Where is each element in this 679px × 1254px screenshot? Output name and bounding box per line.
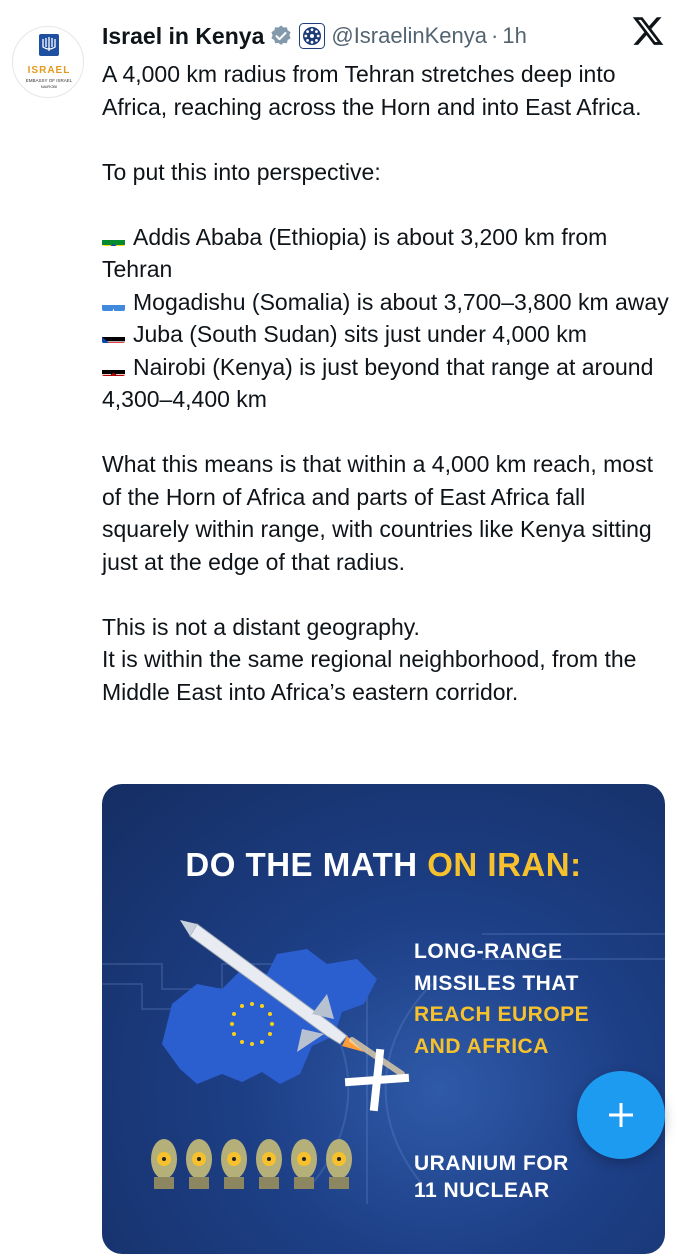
tweet-paragraph: To put this into perspective: (102, 158, 381, 185)
list-item (102, 286, 672, 319)
ethiopia-flag-icon (102, 231, 125, 246)
card-line-highlight: REACH EUROPE (414, 1003, 590, 1026)
author-name[interactable]: Israel in Kenya (102, 22, 265, 49)
card-missiles-text (414, 936, 589, 1062)
plus-symbol (345, 1049, 409, 1111)
timestamp[interactable]: 1h (502, 23, 527, 48)
card-line-highlight: AND AFRICA (414, 1034, 549, 1058)
time-separator: · (491, 23, 499, 48)
tweet-image[interactable] (102, 784, 665, 1254)
tweet-paragraph: This is not a distant geography. (102, 613, 420, 640)
card-line: LONG-RANGE (414, 940, 563, 963)
south-sudan-flag-icon (102, 328, 125, 343)
author-handle[interactable]: @IsraelinKenya (331, 23, 487, 48)
nuclear-warheads-row (151, 1139, 352, 1189)
list-item-text: Juba (South Sudan) sits just under 4,000 km (133, 321, 587, 347)
tweet-paragraph: A 4,000 km radius from Tehran stretches deep into Africa, reaching across the Horn and into East Africa. (102, 61, 642, 120)
kenya-flag-icon (102, 361, 125, 376)
avatar[interactable] (12, 26, 84, 98)
card-line: MISSILES THAT (414, 971, 579, 995)
verified-badge-icon[interactable] (269, 24, 293, 48)
list-item (102, 221, 672, 286)
tweet-body (102, 58, 672, 708)
embassy-logo-icon (13, 27, 84, 98)
compose-button[interactable] (577, 1071, 665, 1159)
card-title (102, 846, 665, 884)
embassy-affiliation-icon[interactable] (299, 23, 325, 49)
plus-icon (606, 1100, 636, 1130)
tweet-paragraph: It is within the same regional neighborhood, from the Middle East into Africa’s eastern corridor. (102, 646, 637, 705)
x-logo-icon[interactable] (631, 14, 665, 48)
list-item (102, 351, 672, 416)
list-item-text: Mogadishu (Somalia) is about 3,700–3,800 km away (133, 288, 669, 315)
list-item-text: Nairobi (Kenya) is just beyond that range at around 4,300–4,400 km (102, 353, 654, 412)
list-item (102, 318, 672, 351)
avatar-sub-text: EMBASSY OF ISRAEL (25, 78, 73, 83)
card-uranium-text (414, 1150, 569, 1204)
card-title-main: DO THE MATH (185, 846, 428, 883)
card-title-highlight: ON IRAN: (427, 846, 582, 883)
tweet-paragraph: What this means is that within a 4,000 km reach, most of the Horn of Africa and parts of East Africa fall squarely within range, with countries like Kenya sitting just at the edge of that radius. (102, 451, 653, 575)
somalia-flag-icon (102, 296, 125, 311)
tweet-header (102, 16, 612, 56)
card-line: URANIUM FOR (414, 1152, 569, 1175)
card-line: 11 NUCLEAR (414, 1179, 550, 1202)
avatar-logo-text: ISRAEL (27, 65, 71, 76)
list-item-text: Addis Ababa (Ethiopia) is about 3,200 km from Tehran (102, 223, 608, 282)
avatar-sub-text-2: NAIROBI (40, 84, 58, 89)
